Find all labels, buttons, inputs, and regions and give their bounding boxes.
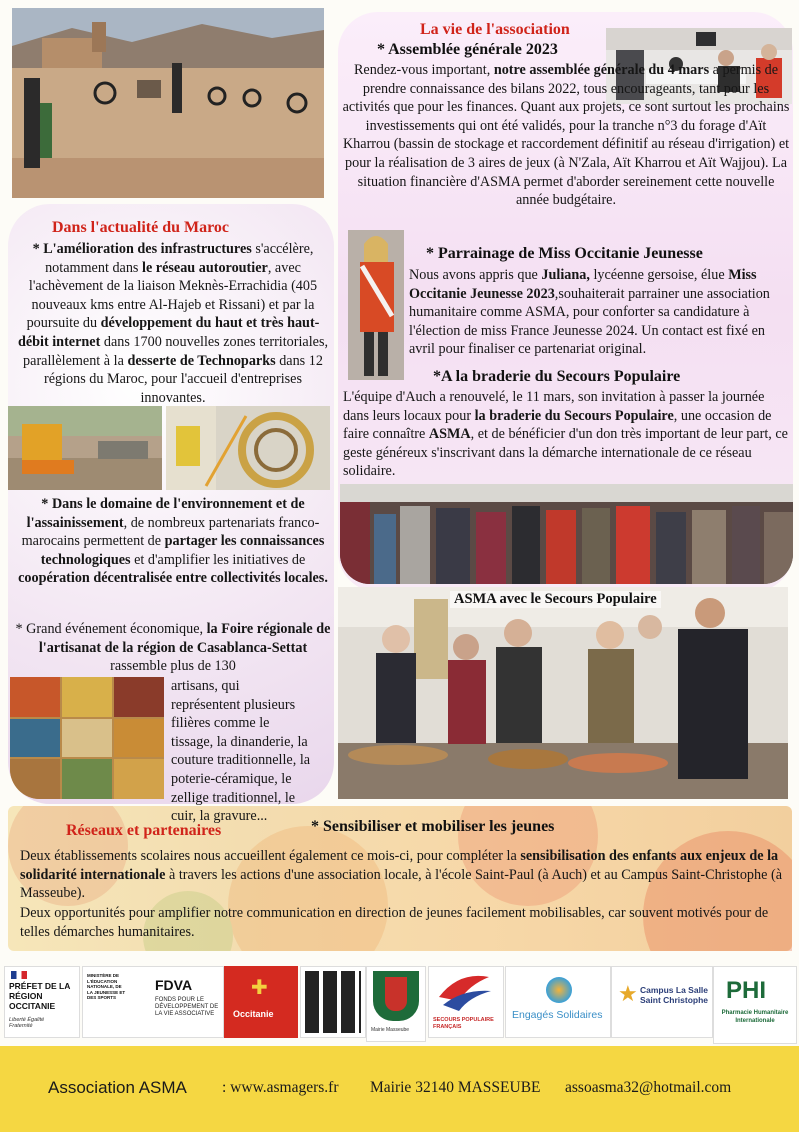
braderie-paragraph: L'équipe d'Auch a renouvelé, le 11 mars, son invitation à passer la journée dans leurs locaux pour la braderie du Secours Populaire, une occasion de faire connaître ASMA, et de bénéficier d'un don très important de leur part, ce geste généreux s'inscrivant dans la démarche internationale de ce réseau solidaire. [343, 389, 788, 480]
footer-email[interactable]: assoasma32@hotmail.com [565, 1079, 732, 1096]
secours-populaire-group-photo [338, 587, 788, 799]
fiber-cables-photo [166, 406, 330, 490]
road-construction-photo [8, 406, 162, 490]
reseaux-paragraph-2: Deux opportunités pour amplifier notre communication en direction de jeunes facilement mobilisables, car souvent motivés pour de telles démarches humanitaires. [20, 905, 769, 940]
maroc-heading: Dans l'actualité du Maroc [52, 219, 230, 236]
engages-solidaires-logo: Engagés Solidaires [505, 966, 611, 1038]
maroc-paragraph-foire: * Grand événement économique, la Foire régionale de l'artisanat de la région de Casablanca-Settat rassemble plus de 130 [15, 621, 331, 675]
maroc-paragraph-infrastructure: * L'amélioration des infrastructures s'accélère, notamment dans le réseau autoroutier, avec l'achèvement de la liaison Meknès-Errachidia (405 nouveaux kms entre Al-Hajeb et Rissani) et par la poursuite du développement du haut et très haut-débit internet dans 1700 nouvelles zones territoriales, parallèlement à la desserte de Technoparks dans 12 régions du Maroc, pour l'accueil d'entreprises innovantes. [17, 241, 329, 406]
masseube-logo: Mairie Masseube [366, 966, 426, 1042]
reseaux-title: * Sensibiliser et mobiliser les jeunes [311, 818, 555, 835]
association-heading: La vie de l'association [420, 21, 570, 38]
pharmacie-humanitaire-logo: PHI Pharmacie Humanitaire Internationale [713, 966, 797, 1044]
reseaux-heading: Réseaux et partenaires [66, 822, 222, 839]
ministere-fdva-logo: MINISTÈRE DE L'ÉDUCATION NATIONALE, DE LA JEUNESSE ET DES SPORTS FDVA FONDS POUR LE DÉVELOPPEMENT DE LA VIE ASSOCIATIVE [82, 966, 224, 1038]
braderie-title: *A la braderie du Secours Populaire [433, 368, 681, 385]
braderie-clothes-photo [340, 484, 793, 584]
miss-occitanie-photo [348, 230, 404, 380]
miss-paragraph: Nous avons appris que Juliana, lycéenne gersoise, élue Miss Occitanie Jeunesse 2023,souhaiterait parrainer une association humanitaire comme ASMA, pour conforter sa candidature à l'élection de miss France Jeunesse 2024. Un contact est fixé en avril pour finaliser ce partenariat original. [409, 267, 770, 358]
footer-association-name: Association ASMA [48, 1078, 187, 1097]
footer-address: Mairie 32140 MASSEUBE [370, 1079, 541, 1096]
footer-website[interactable]: : www.asmagers.fr [222, 1079, 339, 1096]
maroc-paragraph-foire-rest: artisans, qui représentent plusieurs filières comme le tissage, la dinanderie, la couture traditionnelle, la poterie-céramique, le zellige traditionnel, le cuir, la gravure... [171, 678, 311, 825]
desert-kids-photo [12, 8, 324, 198]
footer [0, 1046, 799, 1132]
campus-la-salle-logo: ★ Campus La Salle Saint Christophe [611, 966, 713, 1038]
occitanie-region-logo: ✚ Occitanie [224, 966, 298, 1038]
secours-populaire-logo: SECOURS POPULAIRE FRANÇAIS [428, 966, 504, 1038]
ag-title: * Assemblée générale 2023 [377, 41, 558, 58]
maroc-paragraph-environment: * Dans le domaine de l'environnement et de l'assainissement, de nombreux partenariats franco-marocains permettent de partager les connaissances technologiques et d'amplifier les initiatives de coopération décentralisée entre collectivités locales. [18, 496, 328, 587]
artisanat-collage-photo [10, 677, 164, 799]
photo-caption: ASMA avec le Secours Populaire [450, 591, 661, 608]
ag-paragraph: Rendez-vous important, notre assemblée générale du 4 mars a permis de prendre connaissance des bilans 2022, tous encourageants, tant pour les activités que pour les finances. Quant aux projets, ce sont surtout les prochains investissements qui ont été validés, pour la tranche n°3 du forage d'Aït Kharrou (bassin de stockage et raccordement définitif au réseau d'irrigation) et pour la réalisation de 3 aires de jeux (à N'Zala, Aït Kharrou et Aït Wajjou). La situation financière d'ASMA permet d'aborder sereinement cette nouvelle année budgétaire. [342, 62, 790, 209]
prefet-occitanie-logo: PRÉFET DE LA RÉGION OCCITANIE Liberté Égalité Fraternité [4, 966, 80, 1038]
ccas-logo [300, 966, 366, 1038]
miss-title: * Parrainage de Miss Occitanie Jeunesse [426, 245, 703, 262]
reseaux-paragraph-1: Deux établissements scolaires nous accueillent également ce mois-ci, pour compléter la sensibilisation des enfants aux enjeux de la solidarité internationale à travers les actions d'une association locale, à l'école Saint-Paul (à Auch) et au Campus Saint-Christophe (à Masseube). [20, 848, 782, 902]
